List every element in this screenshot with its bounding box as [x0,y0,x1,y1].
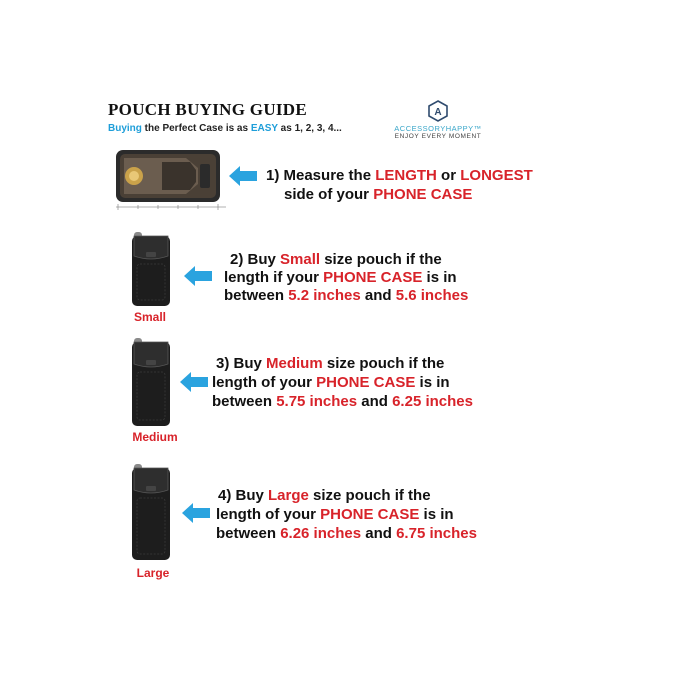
step-2-line-2 [224,268,457,288]
step-2-between: between [224,287,289,304]
step-2-and: and [360,287,396,304]
pouch-image-small [128,228,174,308]
step-4-between: between [216,525,281,542]
step-2-min: 5.2 inches [288,287,361,304]
step-3-between: between [212,393,277,410]
step-4-suffix: size pouch if the [308,487,431,504]
logo-mark-icon [427,100,449,122]
step-4-length-text: length of your [216,506,321,523]
logo-name [383,124,493,133]
step-2-length-text: length if your [224,269,324,286]
step-4-line-1 [218,486,431,506]
subtitle-text-2: as 1, 2, 3, 4... [277,123,342,134]
arrow-left-icon [184,266,212,286]
step-3-phone-case: PHONE CASE [316,374,416,391]
step-2-line-1 [230,250,442,270]
step-4-and: and [361,525,397,542]
subtitle-buying: Buying [108,123,142,134]
subtitle-text-1: the Perfect Case is as [141,123,251,134]
arrow-left-icon [180,372,208,392]
page-subtitle [108,123,342,134]
page-title: POUCH BUYING GUIDE [108,100,308,119]
arrow-left-icon [229,166,257,186]
arrow-left-icon [182,503,210,523]
step-1-line-1 [266,166,533,186]
step-2-line-3 [224,286,468,306]
step-1-side-text: side of your [284,186,374,203]
logo-name-text: ACCESSORYHAPPY [394,124,474,133]
step-2-buy: 2) Buy [230,251,281,268]
step-1-phone-case: PHONE CASE [373,186,473,203]
subtitle-easy: EASY [250,123,278,134]
step-1-text: 1) Measure the [266,167,376,184]
step-3-suffix: size pouch if the [322,355,445,372]
step-4-line-3 [216,524,477,544]
pouch-image-large [128,462,174,562]
step-3-is-in: is in [415,374,450,391]
caption-large: Large [136,566,170,580]
step-3-line-1 [216,354,444,374]
brand-logo [383,100,493,150]
step-2-phone-case: PHONE CASE [323,269,423,286]
step-1-length: LENGTH [375,167,437,184]
phone-case-image [116,150,226,212]
logo-trademark: ™ [473,124,482,133]
step-3-max: 6.25 inches [392,393,473,410]
step-2-max: 5.6 inches [395,287,469,304]
step-4-is-in: is in [419,506,454,523]
step-3-and: and [357,393,393,410]
step-2-is-in: is in [422,269,457,286]
step-3-buy: 3) Buy [216,355,267,372]
step-2-size: Small [280,251,321,268]
pouch-image-medium [128,336,174,428]
logo-tagline: ENJOY EVERY MOMENT [394,133,482,140]
step-1-longest: LONGEST [460,167,533,184]
step-3-length-text: length of your [212,374,317,391]
step-4-max: 6.75 inches [396,525,477,542]
step-3-min: 5.75 inches [276,393,358,410]
caption-medium: Medium [132,430,178,444]
step-4-line-2 [216,505,454,525]
step-1-line-2 [284,185,472,205]
step-1-or: or [436,167,461,184]
step-3-size: Medium [266,355,323,372]
step-3-line-2 [212,373,450,393]
svg-text:A: A [434,107,442,118]
step-4-size: Large [268,487,309,504]
caption-small: Small [133,310,166,324]
step-4-phone-case: PHONE CASE [320,506,420,523]
step-3-line-3 [212,392,473,412]
step-2-suffix: size pouch if the [320,251,442,268]
step-4-buy: 4) Buy [218,487,269,504]
step-4-min: 6.26 inches [280,525,362,542]
